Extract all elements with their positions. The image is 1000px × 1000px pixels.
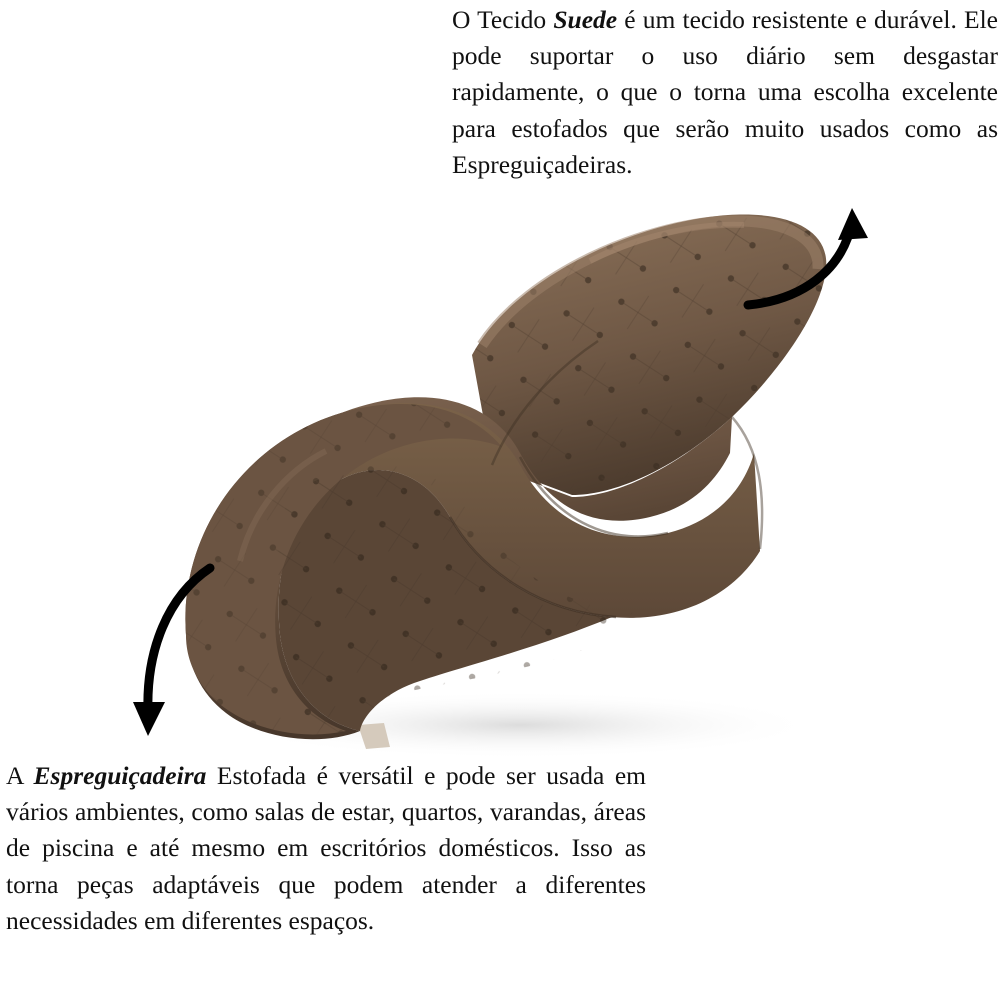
top-description-paragraph	[452, 2, 998, 183]
bottom-description-paragraph	[6, 758, 646, 939]
chaise-lounge-illustration	[120, 165, 910, 765]
bottom-paragraph-keyword: Espreguiçadeira	[33, 761, 207, 790]
top-paragraph-keyword: Suede	[553, 5, 618, 34]
top-paragraph-lead: O Tecido	[452, 5, 554, 34]
top-paragraph-rest: é um tecido resistente e durável. Ele pode suportar o uso diário sem desgastar rapidamente, o que o torna uma escolha excelente para estofados que serão muito usados como as Espreguiçadeiras.	[452, 5, 998, 179]
bottom-paragraph-lead: A	[6, 761, 34, 790]
bottom-paragraph-rest: Estofada é versátil e pode ser usada em vários ambientes, como salas de estar, quartos, varandas, áreas de piscina e até mesmo em escritórios domésticos. Isso as torna peças adaptáveis que podem atender a diferentes necessidades em diferentes espaços.	[6, 761, 647, 935]
product-image	[120, 165, 910, 765]
backrest-tufting	[472, 214, 826, 495]
